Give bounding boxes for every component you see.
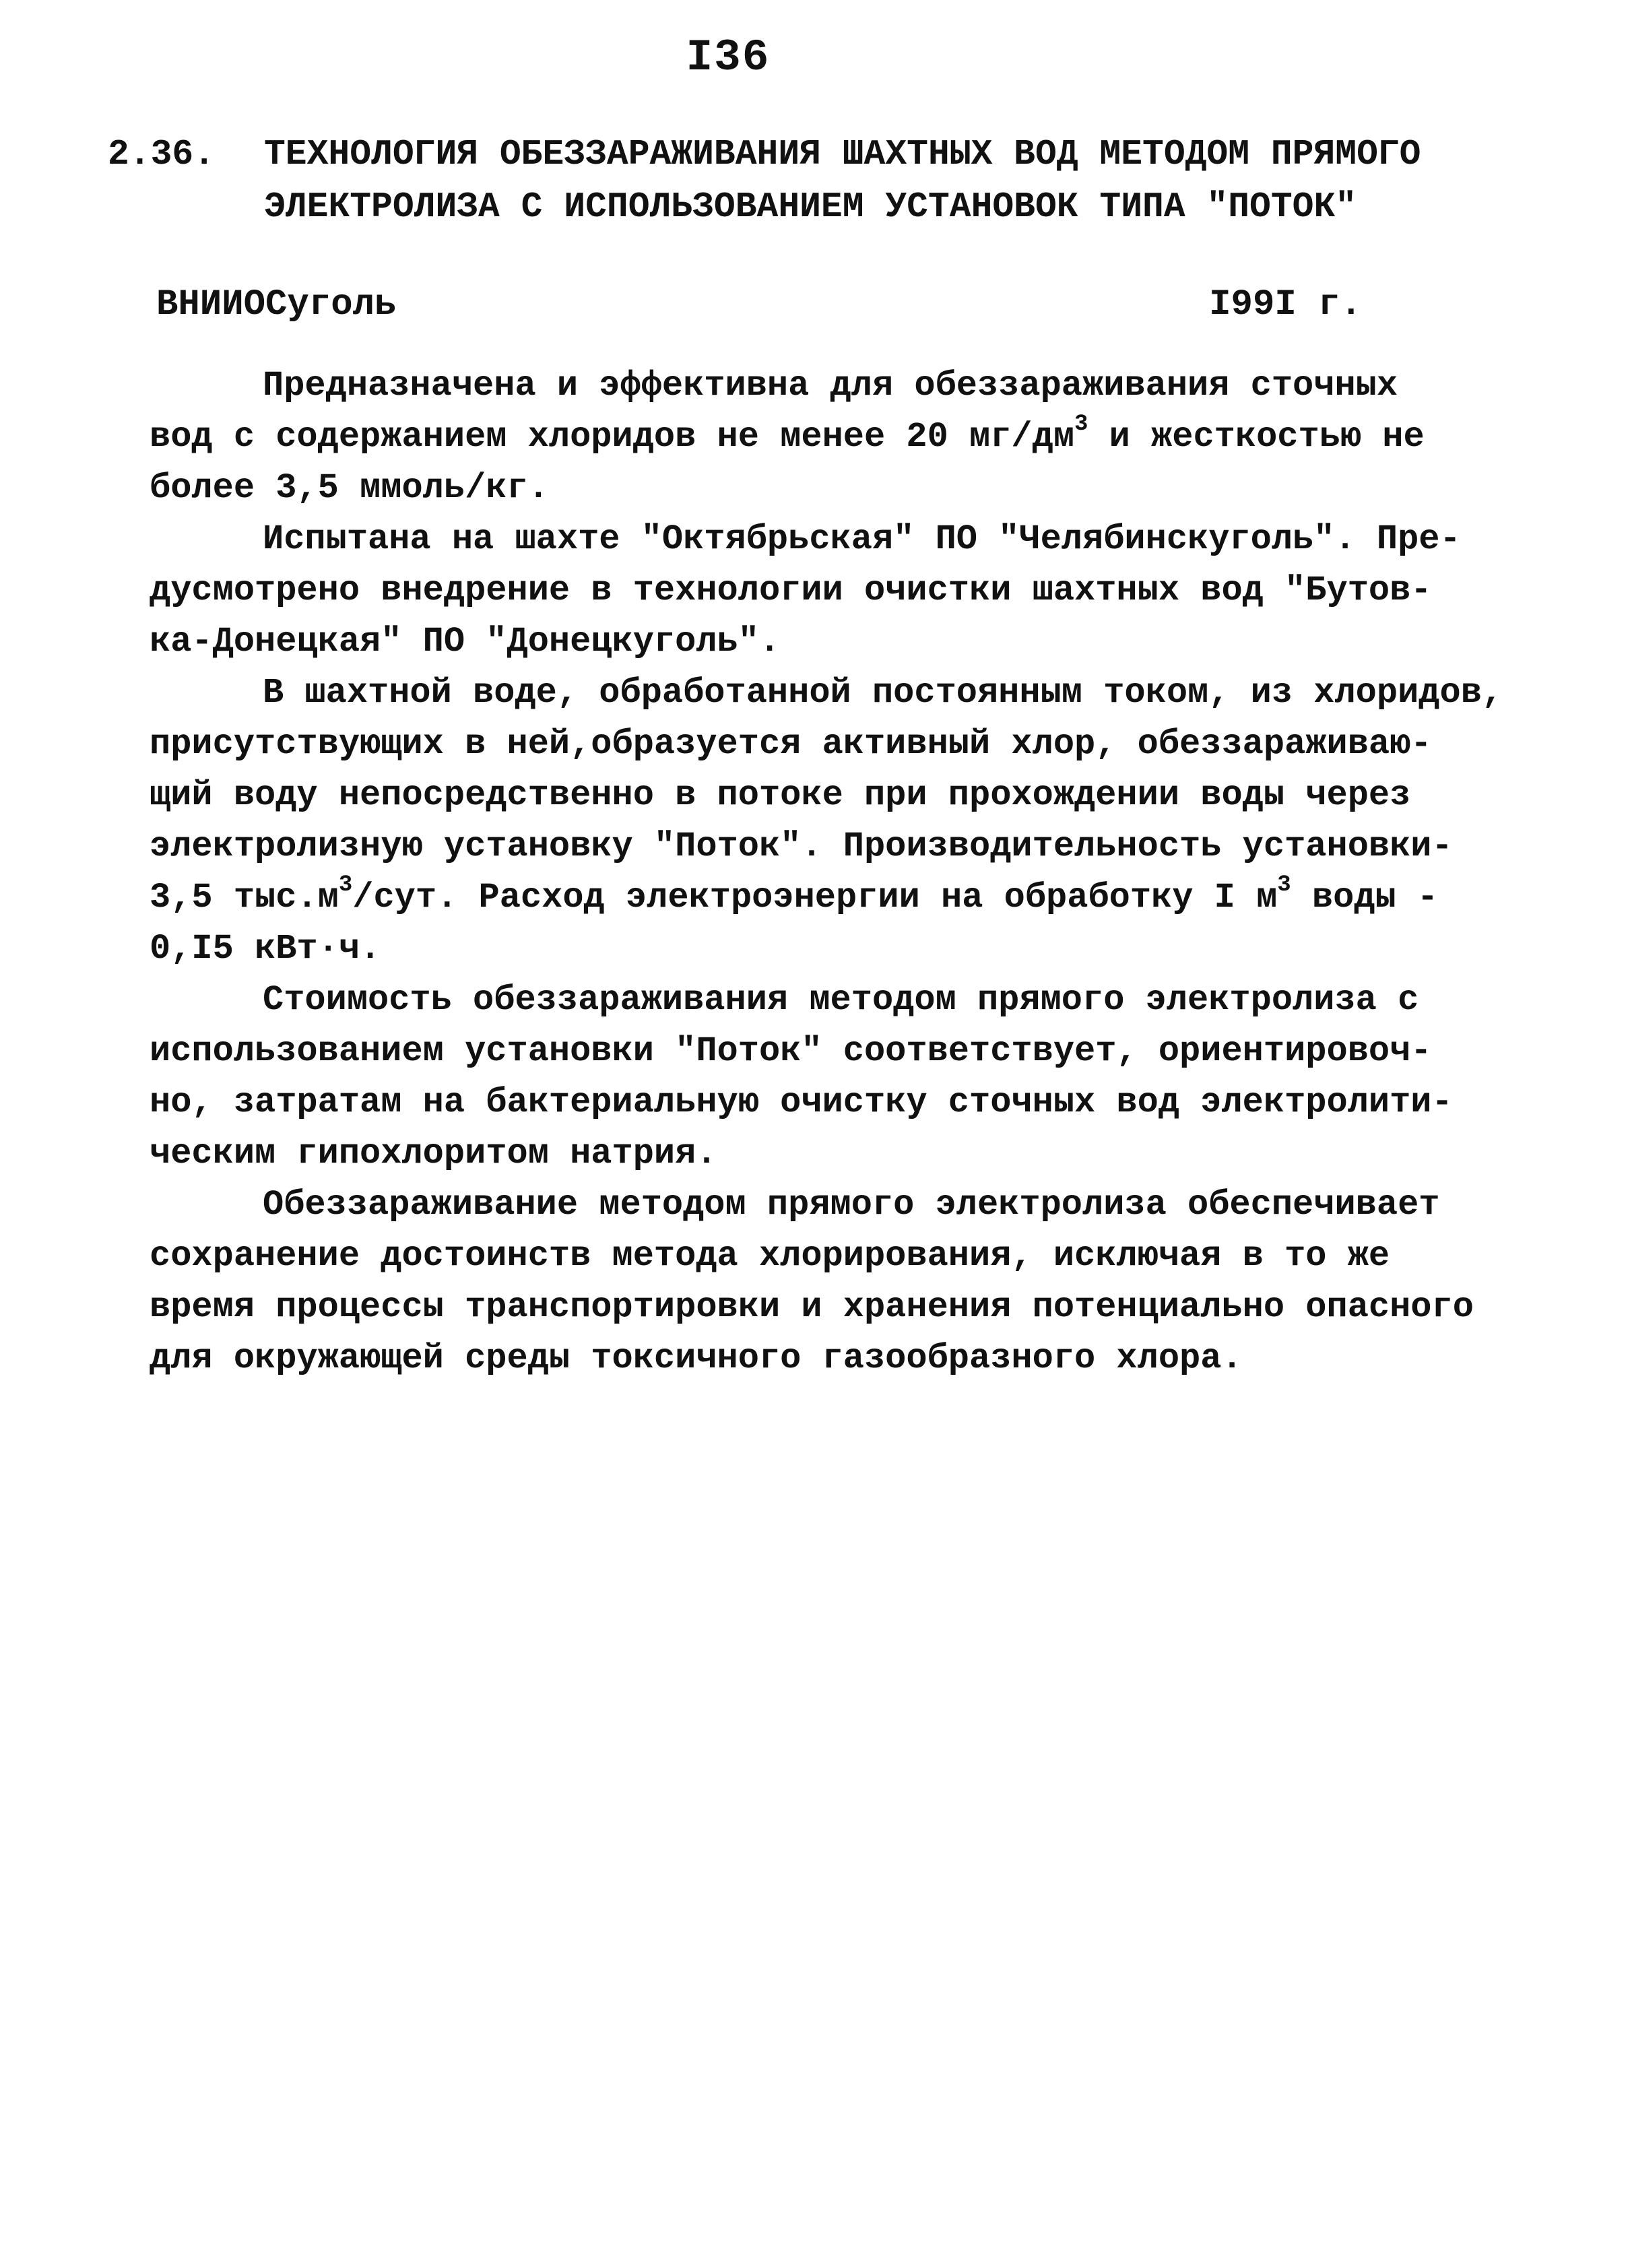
- text-line: сохранение достоинств метода хлорирования, исключая в то же: [150, 1236, 1390, 1276]
- text-line: Предназначена и эффективна для обеззараживания сточных: [263, 366, 1398, 406]
- organization-name: ВНИИОСуголь: [156, 284, 397, 325]
- section-title: [264, 128, 1476, 233]
- text-line: более 3,5 ммоль/кг.: [150, 468, 549, 508]
- paragraph-process: [150, 668, 1503, 975]
- text-line: дусмотрено внедрение в технологии очистки шахтных вод "Бутов-: [150, 571, 1432, 610]
- text-fragment: 3,5 тыс.м: [150, 878, 339, 917]
- text-line: для окружающей среды токсичного газообразного хлора.: [150, 1338, 1243, 1378]
- text-line: время процессы транспортировки и хранения потенциально опасного: [150, 1287, 1474, 1327]
- text-line: ческим гипохлоритом натрия.: [150, 1134, 717, 1173]
- text-fragment: вод с содержанием хлоридов не менее 20 мг/дм: [150, 417, 1075, 457]
- text-line: Испытана на шахте "Октябрьская" ПО "Челябинскуголь". Пре-: [263, 519, 1461, 559]
- text-line: но, затратам на бактериальную очистку сточных вод электролити-: [150, 1082, 1453, 1122]
- text-line: щий воду непосредственно в потоке при прохождении воды через: [150, 775, 1411, 815]
- section-number: 2.36.: [108, 134, 216, 174]
- text-fragment: /сут. Расход электроэнергии на обработку I м: [352, 878, 1278, 917]
- publication-year: I99I г.: [1209, 284, 1362, 325]
- superscript: 3: [1277, 872, 1291, 898]
- text-line: Стоимость обеззараживания методом прямого электролиза с: [263, 980, 1419, 1020]
- text-line: [150, 412, 1503, 463]
- superscript: 3: [338, 872, 353, 898]
- text-line: Обеззараживание методом прямого электролиза обеспечивает: [263, 1185, 1440, 1225]
- text-fragment: воды -: [1291, 878, 1439, 917]
- section-title-line: ТЕХНОЛОГИЯ ОБЕЗЗАРАЖИВАНИЯ ШАХТНЫХ ВОД МЕТОДОМ ПРЯМОГО: [264, 134, 1421, 174]
- page-number: I36: [686, 32, 771, 83]
- paragraph-cost: [150, 975, 1503, 1179]
- paragraph-advantages: [150, 1179, 1503, 1384]
- text-line: ка-Донецкая" ПО "Донецкуголь".: [150, 622, 781, 661]
- text-line: В шахтной воде, обработанной постоянным током, из хлоридов,: [263, 673, 1503, 713]
- superscript: 3: [1074, 411, 1088, 437]
- body-text: [150, 360, 1503, 1384]
- text-line: присутствующих в ней,образуется активный хлор, обеззараживаю-: [150, 724, 1432, 764]
- text-line: использованием установки "Поток" соответствует, ориентировоч-: [150, 1031, 1432, 1071]
- paragraph-testing: [150, 514, 1503, 668]
- text-line: 0,I5 кВт·ч.: [150, 929, 381, 969]
- text-fragment: и жесткостью не: [1088, 417, 1425, 457]
- text-line: [150, 872, 1503, 924]
- paragraph-purpose: [150, 360, 1503, 514]
- text-line: электролизную установку "Поток". Производительность установки-: [150, 827, 1453, 866]
- section-title-line: ЭЛЕКТРОЛИЗА С ИСПОЛЬЗОВАНИЕМ УСТАНОВОК ТИПА "ПОТОК": [264, 187, 1357, 227]
